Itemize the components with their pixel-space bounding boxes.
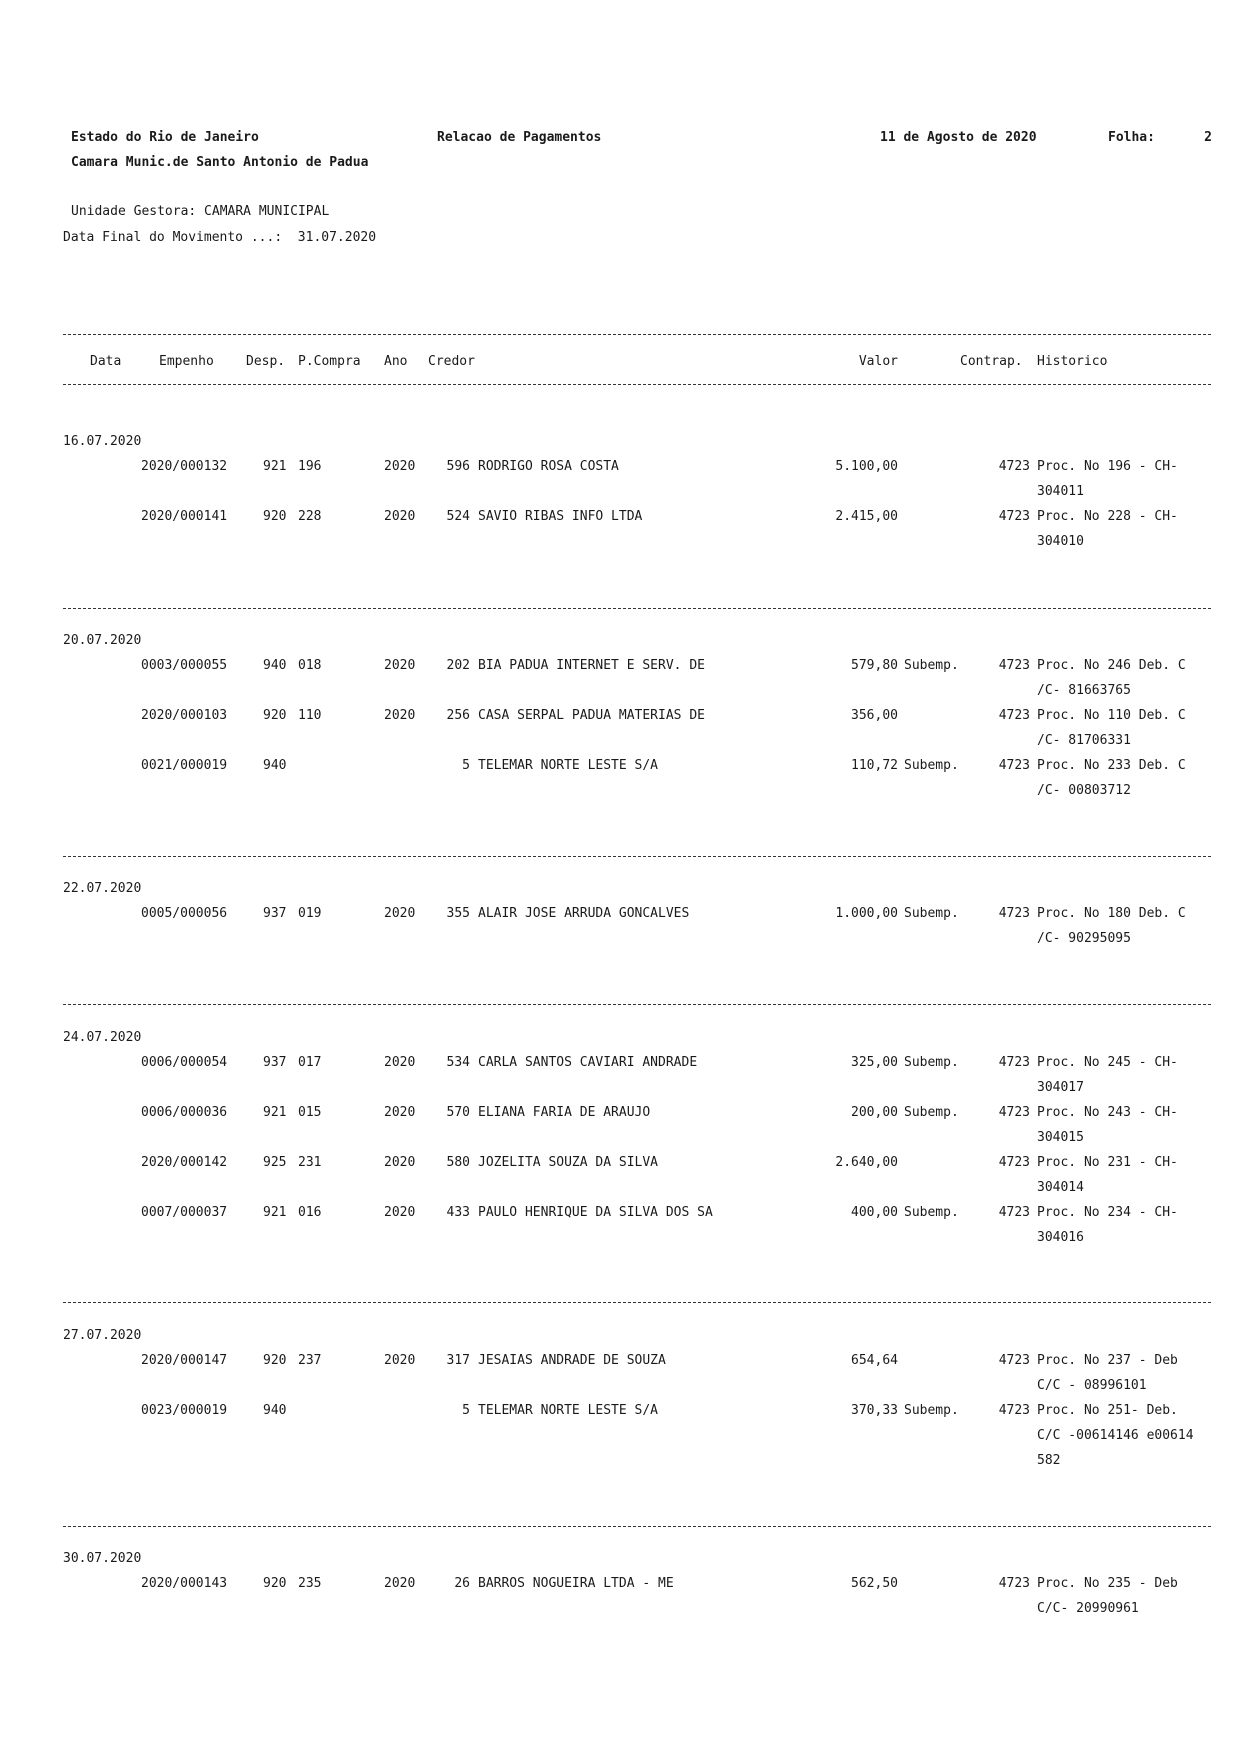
credor-code: 355 xyxy=(446,906,470,921)
historico-line: Proc. No 234 - CH- xyxy=(1037,1205,1178,1220)
empenho: 2020/000143 xyxy=(141,1576,228,1591)
credor-code: 534 xyxy=(446,1055,470,1070)
empenho: 2020/000147 xyxy=(141,1353,228,1368)
despesa: 921 xyxy=(263,459,287,474)
ano: 2020 xyxy=(384,708,416,723)
report-date: 11 de Agosto de 2020 xyxy=(880,130,1037,145)
contrapartida: 4723 xyxy=(998,1205,1030,1220)
historico-line: Proc. No 110 Deb. C xyxy=(1037,708,1186,723)
historico-line: C/C- 20990961 xyxy=(1037,1601,1139,1616)
credor-name: CASA SERPAL PADUA MATERIAS DE xyxy=(478,708,705,723)
despesa: 921 xyxy=(263,1105,287,1120)
report-title: Relacao de Pagamentos xyxy=(437,130,602,145)
despesa: 940 xyxy=(263,758,287,773)
p-compra: 018 xyxy=(298,658,322,673)
subemp-flag: Subemp. xyxy=(904,1403,959,1418)
credor-name: JOZELITA SOUZA DA SILVA xyxy=(478,1155,659,1170)
col-contrap: Contrap. xyxy=(960,354,1023,369)
group-date: 16.07.2020 xyxy=(63,434,142,449)
empenho: 2020/000103 xyxy=(141,708,228,723)
historico-line: /C- 81663765 xyxy=(1037,683,1131,698)
contrapartida: 4723 xyxy=(998,1403,1030,1418)
data-final: Data Final do Movimento ...: 31.07.2020 xyxy=(63,230,377,245)
divider xyxy=(63,1004,1211,1005)
p-compra: 017 xyxy=(298,1055,322,1070)
unidade-gestora: Unidade Gestora: CAMARA MUNICIPAL xyxy=(71,204,330,219)
subemp-flag: Subemp. xyxy=(904,658,959,673)
empenho: 0021/000019 xyxy=(141,758,228,773)
col-credor: Credor xyxy=(428,354,475,369)
valor: 325,00 xyxy=(851,1055,898,1070)
contrapartida: 4723 xyxy=(998,459,1030,474)
despesa: 940 xyxy=(263,658,287,673)
credor-name: CARLA SANTOS CAVIARI ANDRADE xyxy=(478,1055,698,1070)
header-state: Estado do Rio de Janeiro xyxy=(71,130,259,145)
divider xyxy=(63,384,1211,385)
contrapartida: 4723 xyxy=(998,1155,1030,1170)
historico-line: 304011 xyxy=(1037,484,1084,499)
subemp-flag: Subemp. xyxy=(904,1055,959,1070)
col-desp: Desp. xyxy=(246,354,286,369)
valor: 5.100,00 xyxy=(835,459,898,474)
col-empenho: Empenho xyxy=(159,354,214,369)
empenho: 0003/000055 xyxy=(141,658,228,673)
historico-line: Proc. No 251- Deb. xyxy=(1037,1403,1178,1418)
historico-line: Proc. No 233 Deb. C xyxy=(1037,758,1186,773)
group-date: 24.07.2020 xyxy=(63,1030,142,1045)
credor-code: 317 xyxy=(446,1353,470,1368)
credor-code: 596 xyxy=(446,459,470,474)
p-compra: 196 xyxy=(298,459,322,474)
despesa: 920 xyxy=(263,708,287,723)
empenho: 2020/000132 xyxy=(141,459,228,474)
contrapartida: 4723 xyxy=(998,509,1030,524)
folha-label: Folha: xyxy=(1108,130,1155,145)
credor-code: 433 xyxy=(446,1205,470,1220)
p-compra: 235 xyxy=(298,1576,322,1591)
p-compra: 016 xyxy=(298,1205,322,1220)
historico-line: Proc. No 243 - CH- xyxy=(1037,1105,1178,1120)
subemp-flag: Subemp. xyxy=(904,906,959,921)
historico-line: Proc. No 245 - CH- xyxy=(1037,1055,1178,1070)
credor-name: JESAIAS ANDRADE DE SOUZA xyxy=(478,1353,666,1368)
valor: 2.415,00 xyxy=(835,509,898,524)
p-compra: 019 xyxy=(298,906,322,921)
valor: 1.000,00 xyxy=(835,906,898,921)
credor-name: SAVIO RIBAS INFO LTDA xyxy=(478,509,643,524)
contrapartida: 4723 xyxy=(998,1055,1030,1070)
historico-line: 304014 xyxy=(1037,1180,1084,1195)
valor: 200,00 xyxy=(851,1105,898,1120)
historico-line: Proc. No 235 - Deb xyxy=(1037,1576,1178,1591)
valor: 562,50 xyxy=(851,1576,898,1591)
despesa: 920 xyxy=(263,1353,287,1368)
ano: 2020 xyxy=(384,658,416,673)
credor-code: 5 xyxy=(462,1403,470,1418)
valor: 370,33 xyxy=(851,1403,898,1418)
credor-name: BARROS NOGUEIRA LTDA - ME xyxy=(478,1576,674,1591)
historico-line: Proc. No 180 Deb. C xyxy=(1037,906,1186,921)
ano: 2020 xyxy=(384,1055,416,1070)
historico-line: /C- 00803712 xyxy=(1037,783,1131,798)
historico-line: 582 xyxy=(1037,1453,1061,1468)
contrapartida: 4723 xyxy=(998,758,1030,773)
p-compra: 231 xyxy=(298,1155,322,1170)
header-entity: Camara Munic.de Santo Antonio de Padua xyxy=(71,155,369,170)
group-date: 27.07.2020 xyxy=(63,1328,142,1343)
despesa: 925 xyxy=(263,1155,287,1170)
contrapartida: 4723 xyxy=(998,1576,1030,1591)
empenho: 0007/000037 xyxy=(141,1205,228,1220)
historico-line: C/C - 08996101 xyxy=(1037,1378,1147,1393)
group-date: 20.07.2020 xyxy=(63,633,142,648)
despesa: 920 xyxy=(263,509,287,524)
historico-line: /C- 90295095 xyxy=(1037,931,1131,946)
historico-line: C/C -00614146 e00614 xyxy=(1037,1428,1194,1443)
credor-code: 580 xyxy=(446,1155,470,1170)
empenho: 0006/000054 xyxy=(141,1055,228,1070)
empenho: 2020/000141 xyxy=(141,509,228,524)
credor-name: TELEMAR NORTE LESTE S/A xyxy=(478,1403,659,1418)
divider xyxy=(63,1302,1211,1303)
credor-code: 570 xyxy=(446,1105,470,1120)
empenho: 0006/000036 xyxy=(141,1105,228,1120)
divider xyxy=(63,856,1211,857)
credor-code: 256 xyxy=(446,708,470,723)
credor-name: PAULO HENRIQUE DA SILVA DOS SA xyxy=(478,1205,713,1220)
ano: 2020 xyxy=(384,1353,416,1368)
col-ano: Ano xyxy=(384,354,408,369)
group-date: 30.07.2020 xyxy=(63,1551,142,1566)
credor-code: 524 xyxy=(446,509,470,524)
historico-line: 304016 xyxy=(1037,1230,1084,1245)
historico-line: 304010 xyxy=(1037,534,1084,549)
historico-line: Proc. No 231 - CH- xyxy=(1037,1155,1178,1170)
empenho: 2020/000142 xyxy=(141,1155,228,1170)
divider xyxy=(63,608,1211,609)
subemp-flag: Subemp. xyxy=(904,1105,959,1120)
contrapartida: 4723 xyxy=(998,1105,1030,1120)
valor: 400,00 xyxy=(851,1205,898,1220)
credor-name: RODRIGO ROSA COSTA xyxy=(478,459,619,474)
historico-line: 304017 xyxy=(1037,1080,1084,1095)
ano: 2020 xyxy=(384,1155,416,1170)
despesa: 920 xyxy=(263,1576,287,1591)
contrapartida: 4723 xyxy=(998,1353,1030,1368)
ano: 2020 xyxy=(384,1205,416,1220)
valor: 110,72 xyxy=(851,758,898,773)
subemp-flag: Subemp. xyxy=(904,1205,959,1220)
col-data: Data xyxy=(90,354,122,369)
empenho: 0023/000019 xyxy=(141,1403,228,1418)
historico-line: Proc. No 246 Deb. C xyxy=(1037,658,1186,673)
contrapartida: 4723 xyxy=(998,658,1030,673)
p-compra: 237 xyxy=(298,1353,322,1368)
ano: 2020 xyxy=(384,906,416,921)
contrapartida: 4723 xyxy=(998,906,1030,921)
p-compra: 015 xyxy=(298,1105,322,1120)
despesa: 937 xyxy=(263,1055,287,1070)
ano: 2020 xyxy=(384,459,416,474)
despesa: 940 xyxy=(263,1403,287,1418)
ano: 2020 xyxy=(384,1105,416,1120)
credor-name: ALAIR JOSE ARRUDA GONCALVES xyxy=(478,906,690,921)
ano: 2020 xyxy=(384,509,416,524)
credor-code: 202 xyxy=(446,658,470,673)
contrapartida: 4723 xyxy=(998,708,1030,723)
col-valor: Valor xyxy=(858,354,898,369)
historico-line: /C- 81706331 xyxy=(1037,733,1131,748)
credor-name: TELEMAR NORTE LESTE S/A xyxy=(478,758,659,773)
despesa: 937 xyxy=(263,906,287,921)
despesa: 921 xyxy=(263,1205,287,1220)
historico-line: 304015 xyxy=(1037,1130,1084,1145)
historico-line: Proc. No 196 - CH- xyxy=(1037,459,1178,474)
valor: 356,00 xyxy=(851,708,898,723)
col-historico: Historico xyxy=(1037,354,1108,369)
group-date: 22.07.2020 xyxy=(63,881,142,896)
credor-code: 26 xyxy=(454,1576,470,1591)
divider xyxy=(63,1526,1211,1527)
subemp-flag: Subemp. xyxy=(904,758,959,773)
valor: 654,64 xyxy=(851,1353,898,1368)
divider xyxy=(63,334,1211,335)
credor-code: 5 xyxy=(462,758,470,773)
credor-name: BIA PADUA INTERNET E SERV. DE xyxy=(478,658,705,673)
p-compra: 228 xyxy=(298,509,322,524)
p-compra: 110 xyxy=(298,708,322,723)
empenho: 0005/000056 xyxy=(141,906,228,921)
ano: 2020 xyxy=(384,1576,416,1591)
folha-number: 2 xyxy=(1204,130,1212,145)
historico-line: Proc. No 228 - CH- xyxy=(1037,509,1178,524)
col-pcompra: P.Compra xyxy=(298,354,361,369)
credor-name: ELIANA FARIA DE ARAUJO xyxy=(478,1105,651,1120)
valor: 2.640,00 xyxy=(835,1155,898,1170)
historico-line: Proc. No 237 - Deb xyxy=(1037,1353,1178,1368)
valor: 579,80 xyxy=(851,658,898,673)
